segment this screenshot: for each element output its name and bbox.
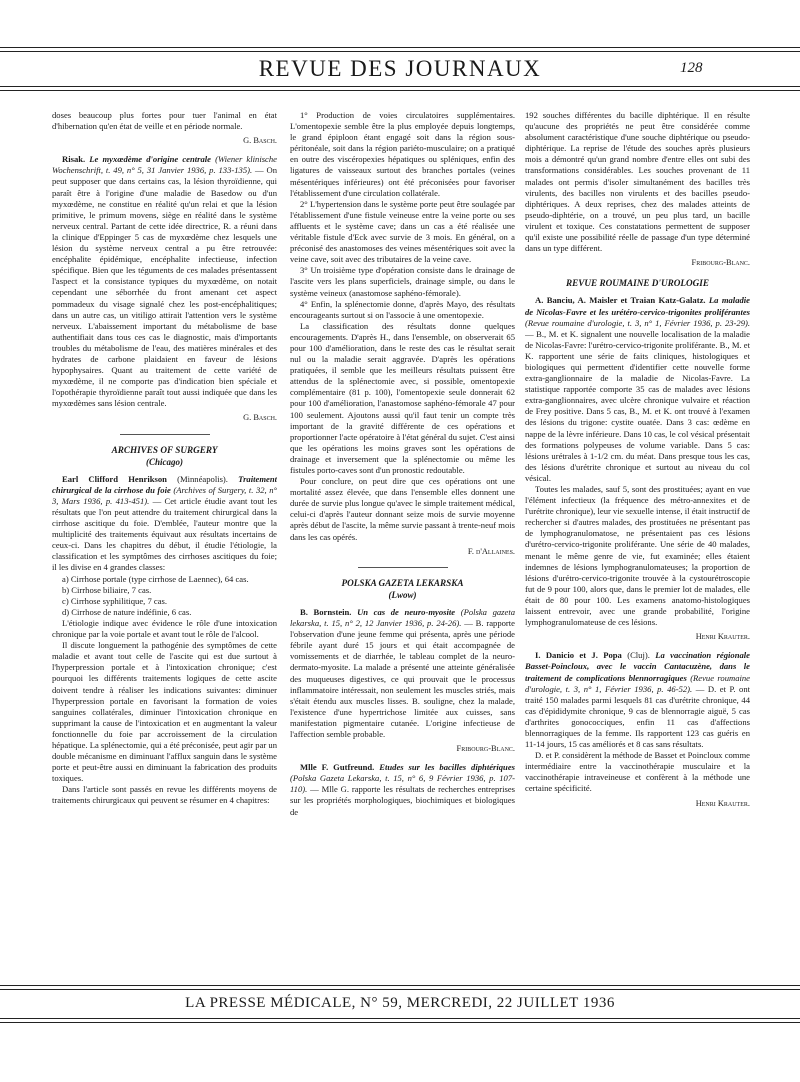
article-body: — Mlle G. rapporte les résultats de recherches entreprises sur les propriétés morphologiques, biochimiques et biologiques de xyxy=(290,784,515,817)
paragraph: D. et P. considèrent la méthode de Basset et Poincloux comme intermédiaire entre la vaccinothérapie musculaire et la vaccinothérapie intraveineuse et confèrent à la méthode une certaine spécificité. xyxy=(525,750,750,794)
article-body: — B., M. et K. signalent une nouvelle localisation de la maladie de Nicolas-Favre: l'urétro-cervico-trigonite proliférante. B., M. et K. rapportent une série de faits cliniques, histologiques et biologiques qui permettent d'identifier cette nouvelle forme extra-ganglionnaire de la maladie de Nicolas-Favre. La statistique rapportée comporte 35 cas de malades avec lésions extra-ganglionnaires, avec ulcère chronique vulvaire et réaction de Frey positive. Dans 5 cas, B., M. et K. ont trouvé à l'examen des lésions du trigone: cystite ouatée. Dans 3 cas: œdème en nappe de la lèvre inférieure. Dans 10 cas, le col vésical présentait des formations polypeuses de volume variable. Dans 5 cas: lésions urétrales à 1-1/2 cm. du méat. Dans presque tous les cas, des lésions d'urétrite chronique et surtout au niveau du col vésical. xyxy=(525,328,750,483)
paragraph: doses beaucoup plus fortes pour tuer l'animal en état d'hibernation qu'en état de veille et en période normale. xyxy=(52,110,277,132)
article-title: Le myxœdème d'origine centrale xyxy=(89,154,211,165)
header-rule-top xyxy=(0,47,800,48)
article-banciu xyxy=(525,295,750,484)
signature: Henri Krauter. xyxy=(695,798,750,808)
article-title: Un cas de neuro-myosite xyxy=(357,606,456,617)
article-place: (Minnéapolis). xyxy=(177,473,228,484)
article-author: Mlle F. Gutfreund. xyxy=(300,762,375,773)
paragraph: Toutes les malades, sauf 5, sont des prostituées; ayant en vue l'élément infectieux (la fréquence des métro-annexites et de l'urétrite chronique), leur vie sexuelle intense, il était instructif de rechercher si d'autres malades, des prostituées ne présentant pas de lymphogranulomatose, ne présentaient pas ces lésions d'urétro-cervico-trigonite proliférante. Une série de 40 malades, menant le même genre de vie, fut examinée; elles étaient indemnes de lésions lymphogranulomateuses; la proportion de lésions d'urétro-cervico-trigonite trouvée à la cystourétroscopie fut de 9 pour 100, alors que, dans le premier lot de malades, elle était de 80 pour 100. Les examens anatomo-histologiques laissent entrevoir, avec une grande probabilité, l'origine lymphogranulomateuse de ces lésions. xyxy=(525,484,750,628)
footer-rule-top-2 xyxy=(0,989,800,990)
article-reference: (Wiener klinische Wochenschrift, t. 49, n° 5, 31 Janvier 1936, p. 133-135). xyxy=(52,154,277,176)
article-author: Risak. xyxy=(62,154,86,165)
section-divider xyxy=(120,434,210,435)
article-henrikson xyxy=(52,474,277,574)
signature: G. Basch. xyxy=(243,413,277,423)
signature: Henri Krauter. xyxy=(695,632,750,642)
header-rule-bottom-2 xyxy=(0,90,800,91)
signature: Fribourg-Blanc. xyxy=(691,258,750,268)
article-body: — B. rapporte l'observation d'une jeune femme qui présenta, après une période fébrile ayant duré 15 jours et qui était accompagnée de vomissements et de diarrhée, le tableau complet de la neuro-dermato-myosite. La malade a présenté une atteinte généralisée des muqueuses digestives, ce qui prouvait que le processus inflammatoire intéressait, non seulement les muscles striés, mais s'était étendu aux muscles lisses. B. souligne, chez la malade, l'existence d'une hypertrichose limitée aux cuisses, sans manifestation pigmentaire cutanée. L'origine infectieuse de l'affection semble probable. xyxy=(290,618,515,739)
column-2 xyxy=(290,110,515,990)
journal-heading: ARCHIVES OF SURGERY xyxy=(111,444,218,455)
page-number: 128 xyxy=(680,60,703,76)
footer-rule-top xyxy=(0,985,800,986)
signature: F. d'Allaines. xyxy=(467,546,515,556)
signature: Fribourg-Blanc. xyxy=(456,744,515,754)
list-item: b) Cirrhose biliaire, 7 cas. xyxy=(62,584,152,595)
list-item: c) Cirrhose syphilitique, 7 cas. xyxy=(62,595,168,606)
page-title: REVUE DES JOURNAUX xyxy=(258,56,542,81)
article-reference: (Revue roumaine d'urologie, t. 3, n° 1, Février 1936, p. 46-52). xyxy=(525,672,750,694)
article-place: (Cluj). xyxy=(627,650,650,661)
paragraph: 3° Un troisième type d'opération consiste dans le drainage de l'ascite vers les plans superficiels, drainage simple, ou dans le système veineux (anastomose saphéno-fémorale). xyxy=(290,265,515,298)
article-author: I. Danicio et J. Popa xyxy=(535,650,622,661)
article-body: — On peut supposer que dans certains cas, la lésion thyroïdienne, qui paraît être à l'origine d'une maladie de Basedow ou d'un myxœdème, ne constitue en réalité qu'un relai et que la lésion primitive, le primum movens, siège en réalité dans le système nerveux central. Partant de cette idée directrice, R. a réuni dans la clinique d'Eppinger 5 cas de myxœdème chez lesquels une lésion du système nerveux central a pu être retrouvée: encéphalite épidémique, encéphalite infectieuse, infection spécifique. Bien que les téguments de ces malades présentassent l'aspect et la consistance typiques du myxœdème, on notait cependant une séborrhée du front amenant cet aspect pommadeux du visage signalé chez les post-encéphalitiques; dans un autre cas, un vitiligo attirait l'attention vers le système nerveux. L'abaissement important du métabolisme de base authentifiait dans tous ces cas le diagnostic, mais d'importants troubles du métabolisme de l'eau, des matières minérales et des hydrates de carbone plaidaient en faveur de lésions hypophysaires. Quant au traitement de cette variété de myxœdème, il ne comporte pas d'indication bien spéciale et l'opothérapie thyroïdienne paraît tout aussi indiquée que dans les myxœdèmes sans lésion centrale. xyxy=(52,165,277,409)
list-item: d) Cirrhose de nature indéfinie, 6 cas. xyxy=(62,606,192,617)
article-title: Etudes sur les bacilles diphtériques xyxy=(379,762,515,773)
article-reference: (Polska gazeta lekarska, t. 15, n° 2, 12 Janvier 1936, p. 24-26). xyxy=(290,606,515,629)
article-author: A. Banciu, A. Maisler et Traian Katz-Galatz. xyxy=(535,295,706,306)
paragraph: Pour conclure, on peut dire que ces opérations ont une mortalité assez élevée, que dans l'ensemble elles donnent une durée de survie plus longue qu'avec le simple traitement médical, celui-ci d'après l'auteur donnant seize mois de survie moyenne après début de l'ascite, la même survie passant à trente-neuf mois dans les cas opérés. xyxy=(290,476,515,542)
article-danicio xyxy=(525,650,750,750)
header-rule-top-2 xyxy=(0,51,800,52)
header-rule-bottom xyxy=(0,86,800,87)
signature: G. Basch. xyxy=(243,136,277,146)
paragraph: Dans l'article sont passés en revue les différents moyens de traitements chirurgicaux qui peuvent se résumer en 4 chapitres: xyxy=(52,784,277,806)
article-reference: (Archives of Surgery, t. 32, n° 3, Mars 1936, p. 413-451). xyxy=(52,484,277,506)
paragraph: L'étiologie indique avec évidence le rôle d'une intoxication chronique par la voie portale et avant tout le rôle de l'alcool. xyxy=(52,617,277,640)
section-divider xyxy=(358,567,448,568)
article-risak xyxy=(52,154,277,409)
paragraph: La classification des résultats donne quelques encouragements. D'après H., dans l'ensemble, on observerait 65 pour 100 d'amélioration, dans le reste des cas le résultat serait nul ou la maladie serait aggravée. D'après les opérations pratiquées, il semble que les meilleurs résultats puissent être attendus de la splénectomie avec, si possible, omentopexie complémentaire (81 p. 100), l'omentopexie seule donnerait 62 pour 100 d'amélioration, l'anastomose saphéno-fémorale 47 pour 100 seulement. Ajoutons aussi qu'il faut tenir un compte très important de la gravité différente de ces opérations et proportionner l'acte opératoire à l'état général du sujet. C'est ainsi que les opérations les moins graves sont les opérations de drainage et inversement que la splénectomie ou même les fistules porto-caves sont d'un pronostic redoutable. xyxy=(290,320,515,475)
paragraph: Il discute longuement la pathogénie des symptômes de cette maladie et avant tout celle de l'ascite qui est due surtout à l'hyperpression portale et à l'intoxication chronique; c'est pourquoi les différents traitements logiques de cette ascite doivent tendre à réaliser les indications suivantes: diminuer l'hyperpression portale en favorisant la formation de voies sanguines collatérales, diminuer l'intoxication chronique en supprimant la cause de l'intoxication et en augmentant la valeur fonctionnelle du foie par accroissement de la circulation hépatique. La splénectomie, qui a été préconisée, peut agir par un double mécanisme en diminuant l'afflux sanguin dans le système porte et peut-être aussi en diminuant la fabrication des produits toxiques. xyxy=(52,640,277,784)
paragraph: 2° L'hypertension dans le système porte peut être soulagée par l'établissement d'une fistule veineuse entre la veine porte ou ses affluents et le système cave; dans un cas a été réalisée une véritable fistule d'Eck avec survie de 3 mois. En général, on a préconisé des anastomoses des veines mésentériques soit avec la veine cave, soit avec des tributaires de la veine cave. xyxy=(290,198,515,265)
paragraph: 192 souches différentes du bacille diphtérique. Il en résulte qu'aucune des propriétés ne peut être considérée comme absolument caractéristique d'une souche diphtérique ou pseudo-diphtérique. La reprise de l'étude des souches après plusieurs mois a démontré qu'un grand nombre d'entre elles ont subi des transformations considérables. Les souches provenant de 11 malades ont permis d'isoler simultanément des bacilles très virulents, des bacilles non virulents et des bacilles pseudo-diphtériques. A deux reprises, chez des malades atteints de pseudo-diphtérie, on a trouvé, un peu plus tard, un bacille virulent et toxique. Ces constatations permettent de supposer qu'il existe une possibilité réelle de passage d'un type déterminé dans un type différent. xyxy=(525,110,750,254)
paragraph: 1° Production de voies circulatoires supplémentaires. L'omentopexie semble être la plus employée depuis longtemps, le grand épiploon étant engagé soit dans la région sous-péritonéale, soit dans la région pariéto-musculaire; on a pratiqué en outre des viscéropexies hépatiques ou spléniques, enfin des ligatures de vaisseaux surtout des branches portales (veines mésentériques inférieures) ont été préconisées pour favoriser l'établissement d'une circulation collatérale. xyxy=(290,110,515,198)
paragraph: 4° Enfin, la splénectomie donne, d'après Mayo, des résultats encourageants surtout si on l'associe à une omentopexie. xyxy=(290,298,515,320)
journal-heading: REVUE ROUMAINE D'UROLOGIE xyxy=(566,278,709,289)
footer-rule-bottom xyxy=(0,1018,800,1019)
article-title: Traitement chirurgical de la cirrhose du foie xyxy=(52,473,277,495)
list-item: a) Cirrhose portale (type cirrhose de Laennec), 64 cas. xyxy=(62,573,249,584)
footer-issue-line: LA PRESSE MÉDICALE, N° 59, MERCREDI, 22 JUILLET 1936 xyxy=(185,995,615,1011)
article-gutfreund xyxy=(290,762,515,817)
article-title: La vaccination régionale Basset-Poincloux, avec le vaccin Cantacuzène, dans le traitement de complications blennorragiques xyxy=(525,650,750,683)
journal-city: (Lwow) xyxy=(388,589,417,600)
article-author: B. Bornstein. xyxy=(300,606,352,617)
article-body: — D. et P. ont traité 150 malades parmi lesquels 81 cas d'urétrite chronique, 44 cas d'épididymite chronique, 9 cas de blennorragie aiguë, 5 cas d'arthrites gonococciques, enfin 11 cas d'affections blennorragiques de la femme. Ils rapportent 123 cas guéris en 11-14 jours, 15 cas améliorés et 8 cas sans résultats. xyxy=(525,683,750,750)
footer-rule-bottom-2 xyxy=(0,1022,800,1023)
column-3 xyxy=(525,110,750,990)
article-bornstein xyxy=(290,607,515,740)
article-title: La maladie de Nicolas-Favre et les urétéro-cervico-trigonites proliférantes xyxy=(525,295,750,317)
article-author: Earl Clifford Henrikson xyxy=(62,473,167,484)
article-reference: (Polska Gazeta Lekarska, t. 15, n° 6, 9 Février 1936, p. 107-110). xyxy=(290,773,515,795)
article-body: — Cet article étudie avant tout les résultats que l'on peut attendre du traitement chirurgical dans la cirrhose ascitique du foie. D'emblée, l'auteur montre que la multiplicité des traitements équivaut aux résultats incertains de ceux-ci. Dans les chapitres du début, il étudie l'étiologie, la classification et les symptômes des cirrhoses ascitiques du foie; il les divise en 4 grandes classes: xyxy=(52,495,277,573)
column-1 xyxy=(52,110,277,990)
article-reference: (Revue roumaine d'urologie, t. 3, n° 1, Février 1936, p. 23-29). xyxy=(525,317,750,328)
journal-city: (Chicago) xyxy=(146,456,183,467)
journal-heading: POLSKA GAZETA LEKARSKA xyxy=(341,577,464,588)
